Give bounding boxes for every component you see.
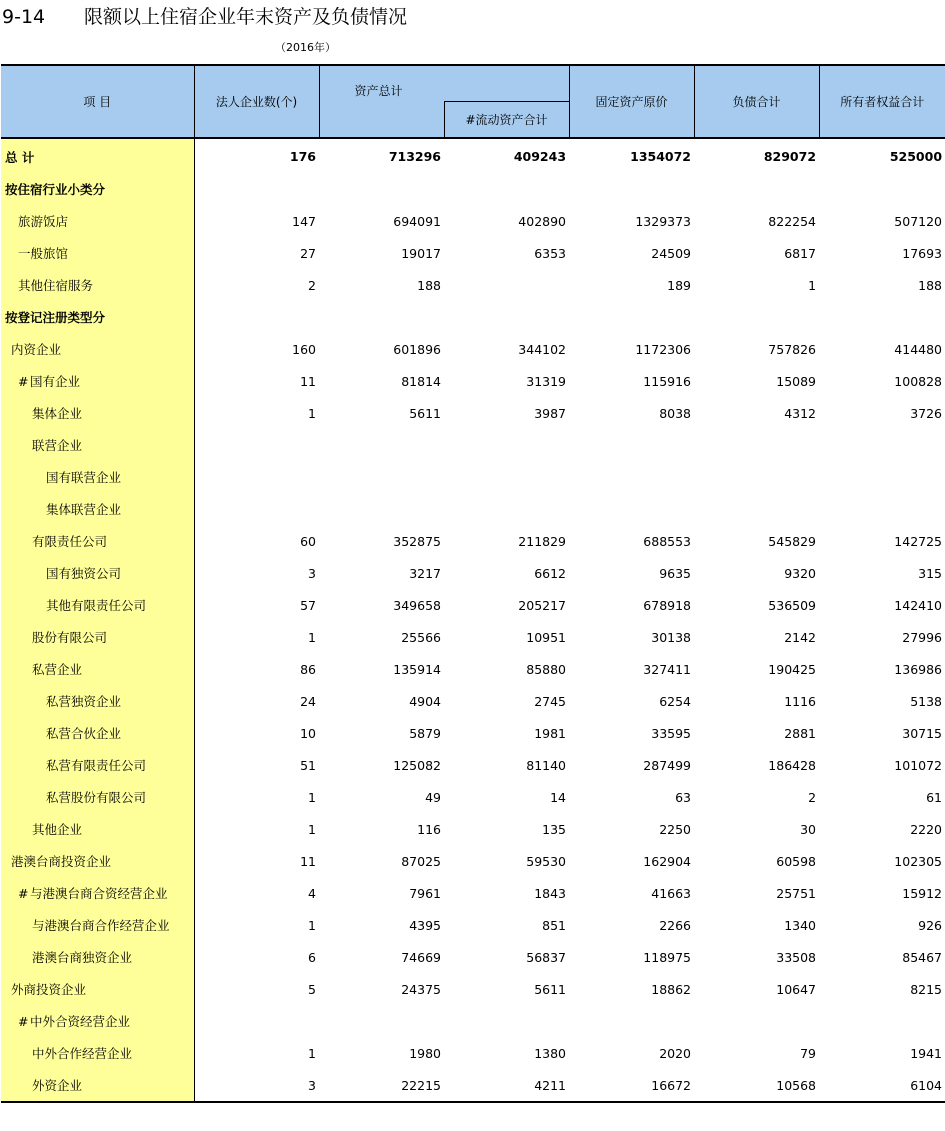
row-label — [1, 941, 194, 973]
cell-liabilities: 829072 — [763, 148, 817, 164]
cell-current_assets: 6612 — [534, 565, 567, 581]
cell-liabilities: 15089 — [776, 373, 817, 389]
cell-equity: 61 — [926, 789, 943, 805]
cell-current_assets: 1981 — [534, 725, 567, 741]
cell-total_assets: 19017 — [401, 245, 441, 261]
cell-liabilities: 25751 — [776, 885, 817, 901]
cell-fixed_assets: 327411 — [643, 661, 692, 677]
cell-enterprises: 51 — [300, 757, 316, 773]
cell-fixed_assets: 24509 — [651, 245, 692, 261]
row-label — [1, 461, 194, 493]
cell-fixed_assets: 688553 — [643, 533, 692, 549]
cell-total_assets — [319, 1005, 444, 1037]
cell-total_assets: 694091 — [393, 213, 441, 229]
cell-current_assets: 14 — [550, 789, 567, 805]
cell-enterprises — [194, 461, 319, 493]
cell-liabilities: 1116 — [784, 693, 817, 709]
cell-total_assets: 713296 — [388, 148, 441, 164]
cell-current_assets — [444, 269, 569, 301]
row-label — [1, 205, 194, 237]
cell-current_assets — [444, 429, 569, 461]
cell-total_assets: 1980 — [409, 1045, 441, 1061]
header-total-assets: 资产总计 — [319, 65, 569, 101]
row-label — [1, 301, 194, 333]
cell-total_assets: 4395 — [409, 917, 441, 933]
row-label — [1, 1069, 194, 1102]
row-label — [1, 269, 194, 301]
row-label-text: 国有联营企业 — [46, 470, 122, 485]
cell-fixed_assets: 18862 — [651, 981, 692, 997]
table-row — [1, 1005, 945, 1037]
cell-total_assets — [319, 429, 444, 461]
cell-total_assets: 25566 — [401, 629, 441, 645]
table-row — [1, 909, 945, 941]
table-row — [1, 845, 945, 877]
cell-current_assets — [444, 173, 569, 205]
cell-total_assets — [319, 493, 444, 525]
cell-liabilities — [694, 429, 819, 461]
cell-fixed_assets: 1329373 — [635, 213, 692, 229]
table-row — [1, 813, 945, 845]
cell-liabilities — [694, 301, 819, 333]
cell-current_assets: 4211 — [444, 1069, 569, 1102]
data-table — [1, 64, 945, 1103]
cell-equity: 27996 — [902, 629, 943, 645]
table-row — [1, 685, 945, 717]
cell-fixed_assets — [569, 461, 694, 493]
row-label-text: 其他住宿服务 — [18, 278, 94, 293]
table-subtitle: （2016年） — [275, 41, 336, 54]
table-row — [1, 941, 945, 973]
row-label — [1, 237, 194, 269]
row-label-text: 外商投资企业 — [11, 982, 87, 997]
row-label — [1, 813, 194, 845]
cell-total_assets: 74669 — [401, 949, 441, 965]
row-label-text: 一般旅馆 — [18, 246, 69, 261]
cell-fixed_assets: 1354072 — [630, 148, 692, 164]
cell-fixed_assets: 30138 — [651, 629, 692, 645]
cell-enterprises — [194, 493, 319, 525]
row-label — [1, 845, 194, 877]
table-number: 9-14 — [2, 6, 46, 28]
cell-enterprises: 6 — [308, 949, 316, 965]
row-label — [1, 557, 194, 589]
cell-liabilities: 2142 — [784, 629, 817, 645]
page-title — [2, 4, 407, 30]
cell-current_assets: 211829 — [518, 533, 567, 549]
cell-equity — [819, 301, 945, 333]
cell-current_assets: 81140 — [526, 757, 567, 773]
table-row — [1, 781, 945, 813]
cell-fixed_assets: 9635 — [659, 565, 692, 581]
cell-total_assets — [319, 173, 444, 205]
cell-enterprises — [194, 173, 319, 205]
table-row — [1, 138, 945, 173]
row-label — [1, 493, 194, 525]
row-label-text: 旅游饭店 — [18, 214, 69, 229]
row-label-text: 港澳台商投资企业 — [11, 854, 112, 869]
row-label-text: 其他有限责任公司 — [46, 598, 147, 613]
table-row — [1, 877, 945, 909]
header-item: 项 目 — [1, 65, 194, 138]
cell-liabilities — [694, 493, 819, 525]
header-liabilities: 负债合计 — [694, 65, 819, 138]
cell-current_assets: 3987 — [534, 405, 567, 421]
table-row — [1, 749, 945, 781]
cell-liabilities — [694, 173, 819, 205]
cell-equity: 6104 — [819, 1069, 945, 1102]
table-row — [1, 621, 945, 653]
row-label — [1, 717, 194, 749]
cell-fixed_assets: 678918 — [643, 597, 692, 613]
row-label-text: 股份有限公司 — [32, 630, 108, 645]
cell-enterprises: 1 — [308, 629, 316, 645]
cell-fixed_assets: 287499 — [643, 757, 692, 773]
cell-liabilities — [694, 461, 819, 493]
row-label-text: 中外合资经营企业 — [30, 1014, 131, 1029]
cell-total_assets: 81814 — [401, 373, 441, 389]
row-label — [1, 621, 194, 653]
cell-liabilities: 79 — [800, 1045, 817, 1061]
row-label — [1, 877, 194, 909]
cell-current_assets: 10951 — [526, 629, 567, 645]
cell-equity: 136986 — [894, 661, 943, 677]
cell-fixed_assets: 6254 — [659, 693, 692, 709]
row-mark: # — [18, 374, 29, 389]
cell-equity — [819, 429, 945, 461]
cell-total_assets: 352875 — [393, 533, 441, 549]
row-label — [1, 589, 194, 621]
header-total-assets-spacer — [319, 101, 444, 138]
cell-enterprises: 11 — [300, 373, 316, 389]
cell-fixed_assets: 33595 — [651, 725, 692, 741]
cell-total_assets: 3217 — [409, 565, 441, 581]
cell-total_assets: 5611 — [409, 405, 441, 421]
table-row — [1, 237, 945, 269]
cell-equity: 30715 — [902, 725, 943, 741]
cell-total_assets: 4904 — [409, 693, 441, 709]
row-mark: # — [18, 1014, 29, 1029]
cell-liabilities: 1 — [808, 277, 817, 293]
row-label-text: 其他企业 — [32, 822, 83, 837]
table-row — [1, 365, 945, 397]
cell-equity: 2220 — [910, 821, 943, 837]
cell-fixed_assets: 189 — [667, 277, 692, 293]
cell-liabilities: 757826 — [768, 341, 817, 357]
cell-fixed_assets: 16672 — [569, 1069, 694, 1102]
cell-enterprises: 86 — [300, 661, 316, 677]
cell-equity — [819, 493, 945, 525]
cell-equity: 102305 — [894, 853, 943, 869]
cell-fixed_assets: 2020 — [659, 1045, 692, 1061]
cell-current_assets — [444, 461, 569, 493]
cell-liabilities: 2 — [808, 789, 817, 805]
row-label — [1, 685, 194, 717]
cell-total_assets: 116 — [417, 821, 441, 837]
cell-liabilities: 536509 — [768, 597, 817, 613]
row-label — [1, 1005, 194, 1037]
row-label — [1, 365, 194, 397]
cell-total_assets: 49 — [425, 789, 441, 805]
cell-enterprises: 3 — [308, 565, 316, 581]
row-label — [1, 429, 194, 461]
row-label-text: 国有独资公司 — [46, 566, 122, 581]
row-label — [1, 909, 194, 941]
row-mark: # — [18, 886, 29, 901]
table-row — [1, 653, 945, 685]
cell-fixed_assets — [569, 429, 694, 461]
cell-total_assets: 601896 — [393, 341, 441, 357]
cell-current_assets: 31319 — [526, 373, 567, 389]
row-label — [1, 749, 194, 781]
table-row — [1, 1037, 945, 1069]
cell-liabilities: 6817 — [784, 245, 817, 261]
cell-total_assets: 188 — [417, 277, 441, 293]
row-label-text: 私营合伙企业 — [46, 726, 122, 741]
cell-current_assets — [444, 301, 569, 333]
header-equity: 所有者权益合计 — [819, 65, 945, 138]
cell-equity: 5138 — [910, 693, 943, 709]
row-label-text: 内资企业 — [11, 342, 62, 357]
header-enterprises: 法人企业数(个) — [194, 65, 319, 138]
cell-equity: 8215 — [910, 981, 943, 997]
cell-equity: 1941 — [910, 1045, 943, 1061]
cell-equity: 525000 — [889, 148, 943, 164]
cell-fixed_assets: 41663 — [651, 885, 692, 901]
cell-equity: 414480 — [894, 341, 943, 357]
cell-liabilities: 9320 — [784, 565, 817, 581]
cell-total_assets: 135914 — [393, 661, 441, 677]
cell-total_assets: 24375 — [401, 981, 441, 997]
row-label-text: 集体联营企业 — [46, 502, 122, 517]
cell-equity: 3726 — [910, 405, 943, 421]
cell-fixed_assets: 2250 — [659, 821, 692, 837]
cell-current_assets: 85880 — [526, 661, 567, 677]
cell-enterprises: 1 — [308, 917, 316, 933]
cell-fixed_assets: 162904 — [643, 853, 692, 869]
cell-equity: 315 — [918, 565, 943, 581]
cell-liabilities: 10647 — [776, 981, 817, 997]
cell-enterprises: 1 — [308, 1045, 316, 1061]
cell-equity: 507120 — [894, 213, 943, 229]
cell-equity: 142725 — [894, 533, 943, 549]
cell-enterprises: 160 — [292, 341, 316, 357]
cell-liabilities: 30 — [800, 821, 817, 837]
row-label — [1, 653, 194, 685]
row-label-text: 有限责任公司 — [32, 534, 108, 549]
table-row — [1, 973, 945, 1005]
cell-equity: 100828 — [894, 373, 943, 389]
cell-current_assets: 402890 — [518, 213, 567, 229]
cell-total_assets: 349658 — [393, 597, 441, 613]
row-label-text: 集体企业 — [32, 406, 83, 421]
cell-equity: 101072 — [894, 757, 943, 773]
cell-current_assets: 5611 — [534, 981, 567, 997]
cell-enterprises: 24 — [300, 693, 316, 709]
cell-current_assets: 851 — [542, 917, 567, 933]
row-label-text: 私营股份有限公司 — [46, 790, 147, 805]
cell-fixed_assets: 63 — [675, 789, 692, 805]
cell-fixed_assets: 115916 — [643, 373, 692, 389]
table-title: 限额以上住宿企业年末资产及负债情况 — [84, 6, 408, 28]
table-row — [1, 493, 945, 525]
cell-liabilities: 822254 — [768, 213, 817, 229]
cell-liabilities: 2881 — [784, 725, 817, 741]
cell-total_assets: 22215 — [319, 1069, 444, 1102]
cell-enterprises — [194, 429, 319, 461]
cell-total_assets: 5879 — [409, 725, 441, 741]
cell-total_assets: 7961 — [409, 885, 441, 901]
row-label — [1, 1037, 194, 1069]
cell-liabilities: 545829 — [768, 533, 817, 549]
cell-enterprises: 4 — [308, 885, 316, 901]
row-label — [1, 781, 194, 813]
cell-equity — [819, 1005, 945, 1037]
cell-equity: 142410 — [894, 597, 943, 613]
cell-enterprises — [194, 1005, 319, 1037]
cell-equity: 85467 — [902, 949, 943, 965]
row-label — [1, 173, 194, 205]
cell-enterprises: 176 — [289, 148, 316, 164]
cell-enterprises: 60 — [300, 533, 316, 549]
cell-total_assets: 125082 — [393, 757, 441, 773]
table-row — [1, 557, 945, 589]
cell-fixed_assets — [569, 173, 694, 205]
cell-current_assets: 1843 — [534, 885, 567, 901]
cell-fixed_assets: 1172306 — [635, 341, 692, 357]
cell-total_assets: 87025 — [401, 853, 441, 869]
cell-current_assets: 135 — [542, 821, 567, 837]
table-row — [1, 333, 945, 365]
cell-fixed_assets — [569, 493, 694, 525]
cell-total_assets — [319, 461, 444, 493]
cell-equity: 188 — [918, 277, 943, 293]
table-row — [1, 589, 945, 621]
row-label — [1, 397, 194, 429]
cell-liabilities: 60598 — [776, 853, 817, 869]
cell-total_assets — [319, 301, 444, 333]
row-label-text: 与港澳台商合资经营企业 — [30, 886, 168, 901]
table-row — [1, 1069, 945, 1102]
cell-current_assets: 205217 — [518, 597, 567, 613]
header-fixed-assets: 固定资产原价 — [569, 65, 694, 138]
row-label-text: 私营独资企业 — [46, 694, 122, 709]
cell-fixed_assets: 8038 — [659, 405, 692, 421]
table-body — [1, 138, 945, 1102]
cell-liabilities: 33508 — [776, 949, 817, 965]
cell-current_assets: 1380 — [534, 1045, 567, 1061]
table-row — [1, 269, 945, 301]
cell-liabilities: 10568 — [694, 1069, 819, 1102]
cell-enterprises: 5 — [308, 981, 316, 997]
table-row — [1, 205, 945, 237]
cell-enterprises: 2 — [308, 277, 316, 293]
row-label-text: 与港澳台商合作经营企业 — [32, 918, 170, 933]
table-row — [1, 397, 945, 429]
cell-current_assets: 409243 — [513, 148, 567, 164]
cell-enterprises: 57 — [300, 597, 316, 613]
row-label — [1, 333, 194, 365]
cell-enterprises: 11 — [300, 853, 316, 869]
cell-current_assets: 6353 — [534, 245, 567, 261]
cell-liabilities — [694, 1005, 819, 1037]
cell-current_assets: 2745 — [534, 693, 567, 709]
cell-fixed_assets: 2266 — [659, 917, 692, 933]
cell-fixed_assets — [569, 301, 694, 333]
row-label-text: 私营有限责任公司 — [46, 758, 147, 773]
row-label-text: 私营企业 — [32, 662, 83, 677]
cell-equity: 926 — [918, 917, 943, 933]
row-label — [1, 138, 194, 173]
row-label-text: 国有企业 — [30, 374, 81, 389]
row-label-text: 外资企业 — [32, 1078, 83, 1093]
cell-fixed_assets — [569, 1005, 694, 1037]
cell-enterprises: 147 — [292, 213, 316, 229]
cell-enterprises: 27 — [300, 245, 316, 261]
row-label — [1, 525, 194, 557]
row-label — [1, 973, 194, 1005]
cell-fixed_assets: 118975 — [643, 949, 692, 965]
cell-enterprises: 1 — [308, 789, 316, 805]
header-current-assets: #流动资产合计 — [444, 101, 569, 138]
cell-equity — [819, 173, 945, 205]
table-row — [1, 525, 945, 557]
cell-liabilities: 186428 — [768, 757, 817, 773]
cell-current_assets — [444, 1005, 569, 1037]
row-label-text: 总 计 — [5, 150, 35, 165]
cell-enterprises: 3 — [194, 1069, 319, 1102]
row-label-text: 按登记注册类型分 — [5, 310, 106, 325]
table-row — [1, 173, 945, 205]
table-row — [1, 461, 945, 493]
cell-current_assets: 56837 — [526, 949, 567, 965]
row-label-text: 联营企业 — [32, 438, 83, 453]
cell-enterprises: 10 — [300, 725, 316, 741]
cell-enterprises — [194, 301, 319, 333]
table-row — [1, 301, 945, 333]
cell-current_assets: 59530 — [526, 853, 567, 869]
table-row — [1, 717, 945, 749]
cell-equity: 17693 — [902, 245, 943, 261]
cell-equity: 15912 — [902, 885, 943, 901]
row-label-text: 按住宿行业小类分 — [5, 182, 106, 197]
cell-equity — [819, 461, 945, 493]
row-label-text: 中外合作经营企业 — [32, 1046, 133, 1061]
table-row — [1, 429, 945, 461]
cell-liabilities: 1340 — [784, 917, 817, 933]
cell-liabilities: 4312 — [784, 405, 817, 421]
cell-current_assets — [444, 493, 569, 525]
cell-enterprises: 1 — [308, 821, 316, 837]
cell-enterprises: 1 — [308, 405, 316, 421]
cell-current_assets: 344102 — [518, 341, 567, 357]
cell-liabilities: 190425 — [768, 661, 817, 677]
row-label-text: 港澳台商独资企业 — [32, 950, 133, 965]
